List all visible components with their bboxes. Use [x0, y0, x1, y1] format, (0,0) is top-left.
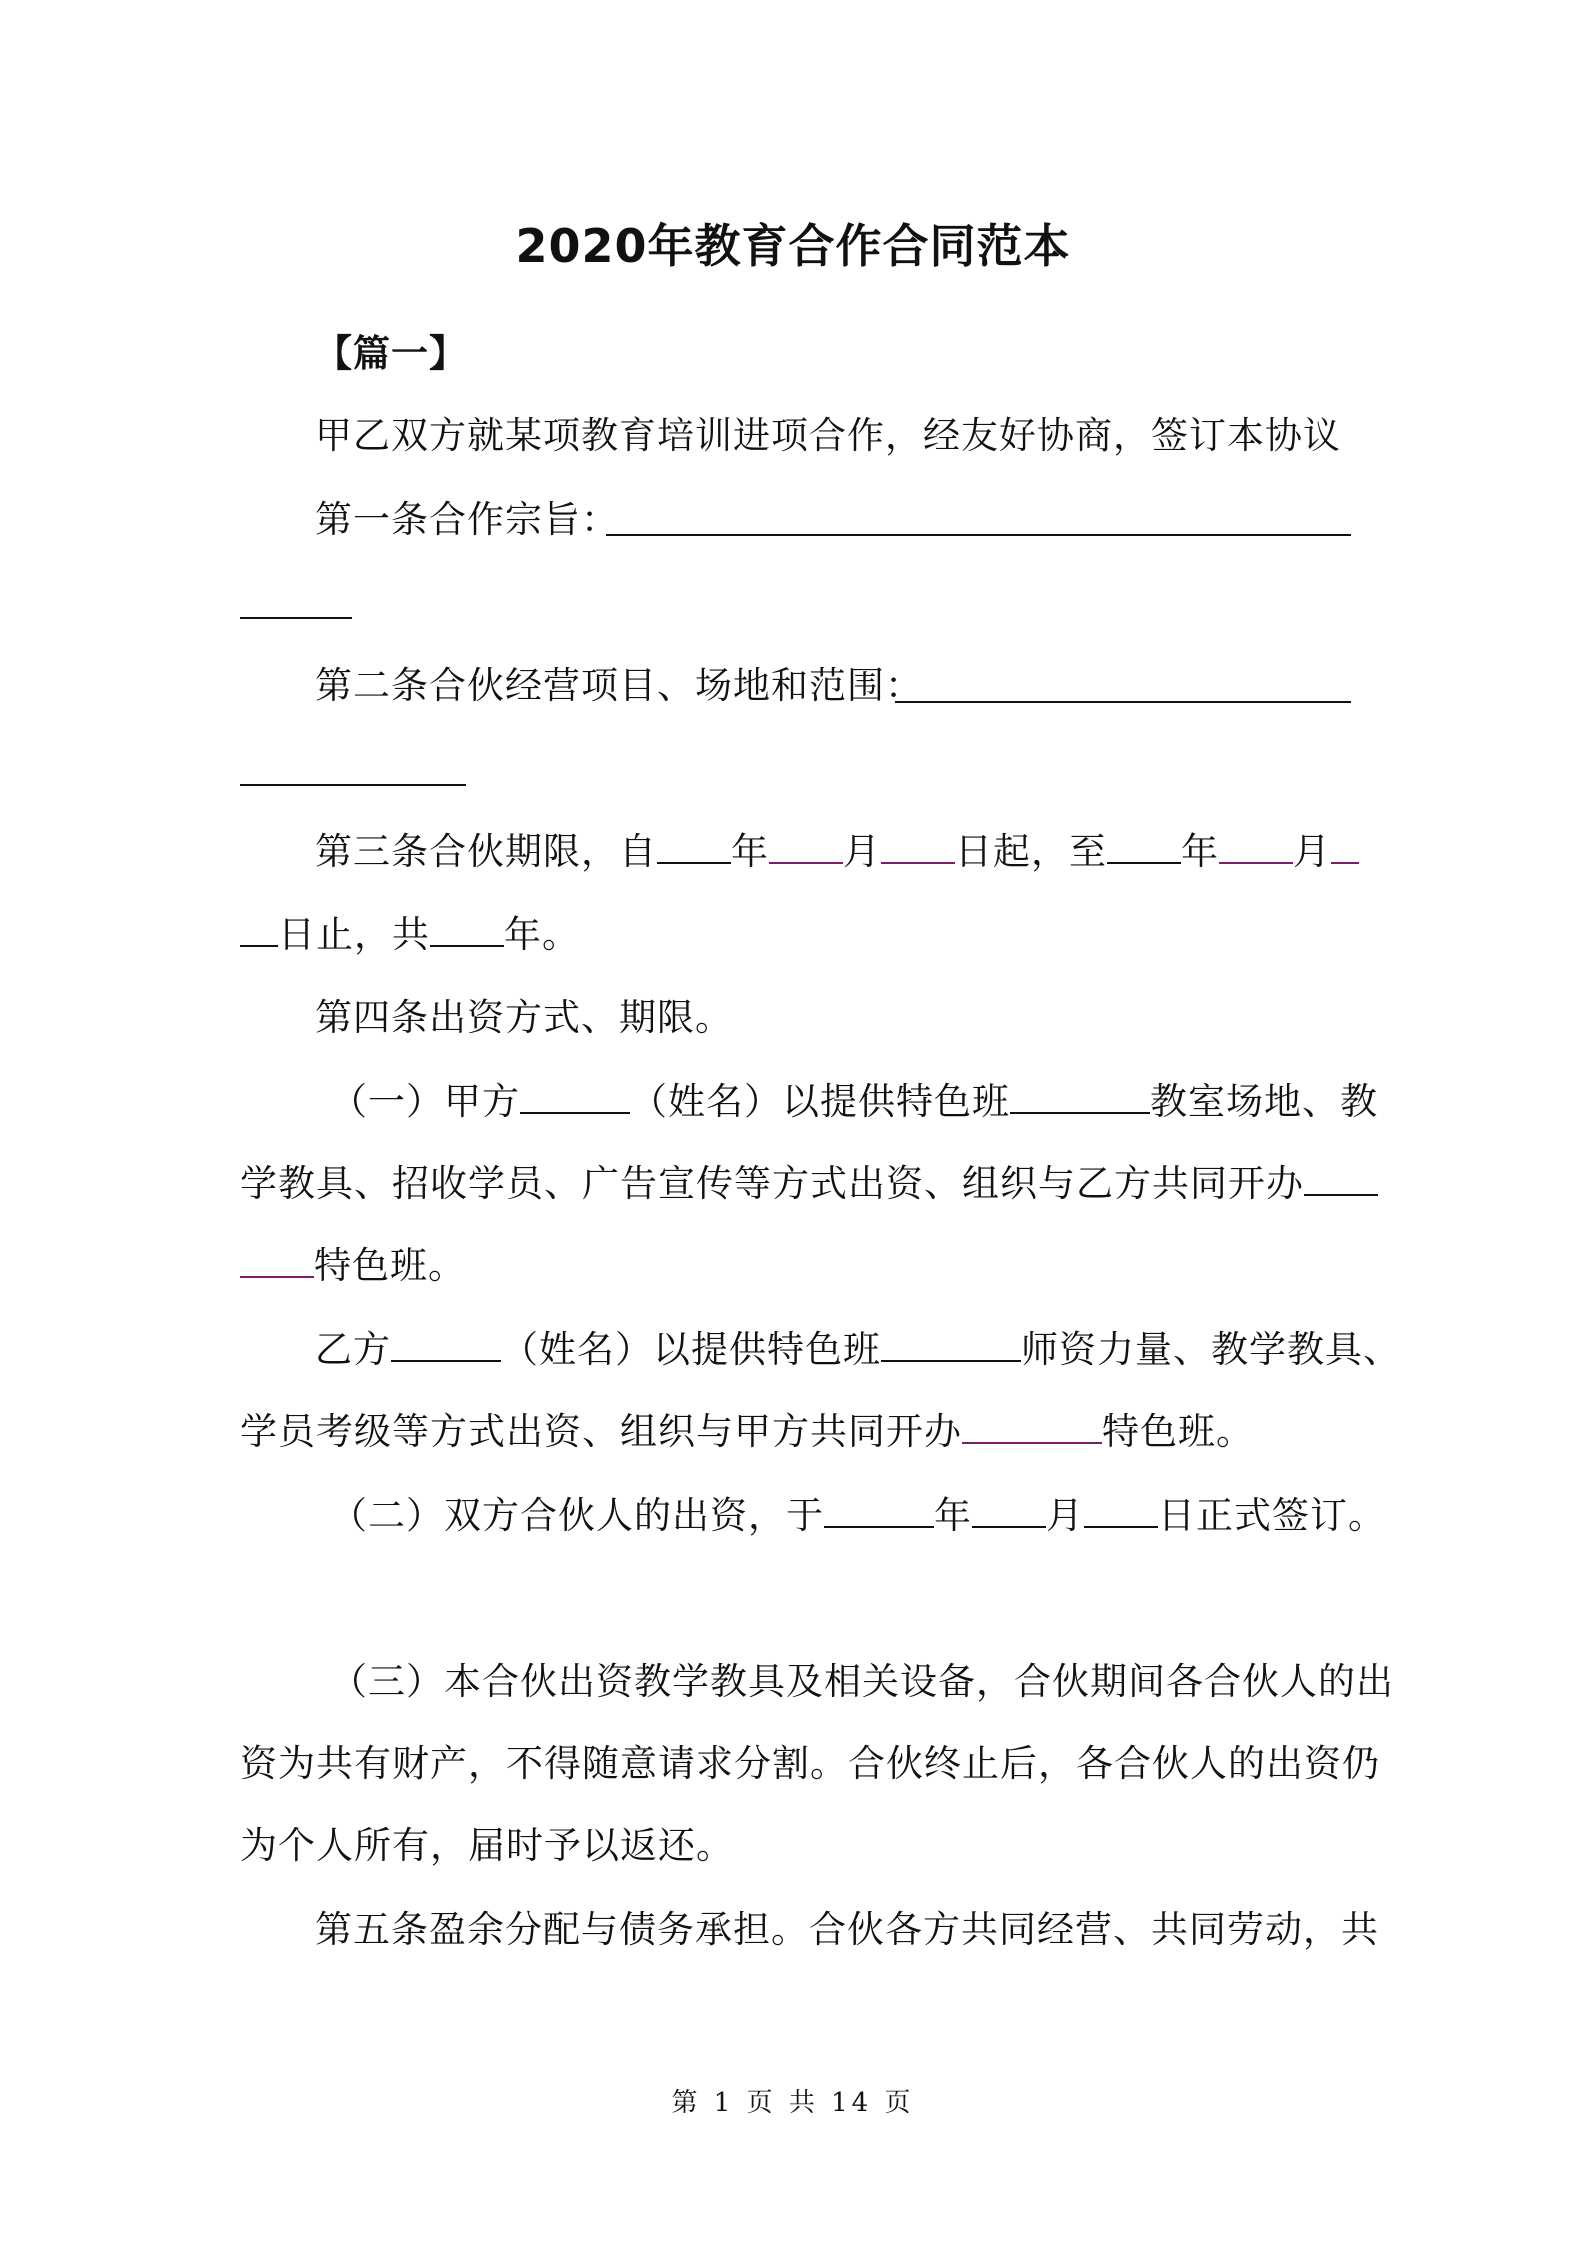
article-4-3-line-3: 为个人所有，届时予以返还。 [240, 1824, 734, 1867]
article-3-text-e: 年 [1181, 830, 1219, 873]
article-4-1b-line-1 [315, 1326, 1401, 1374]
day-blank [881, 861, 955, 864]
article-3-line-1 [315, 828, 1359, 876]
article-4-1b-line-2 [240, 1408, 1254, 1456]
article-4-3-line-2: 资为共有财产，不得随意请求分割。合伙终止后，各合伙人的出资仍 [240, 1742, 1380, 1785]
article-4-2-text-c: 月 [1046, 1494, 1084, 1537]
article-4-1b-text-b: （姓名）以提供特色班 [501, 1328, 881, 1371]
article-3-text-h: 年。 [504, 913, 580, 956]
article-3-line-2 [240, 911, 580, 959]
month-blank [972, 1525, 1046, 1528]
article-4-1-text-c: 教室场地、教 [1150, 1080, 1378, 1123]
day-blank [1084, 1525, 1158, 1528]
month-blank [1219, 861, 1293, 864]
article-1-blank-line-1 [606, 534, 1351, 536]
intro-paragraph: 甲乙双方就某项教育培训进项合作，经友好协商，签订本协议 [315, 414, 1341, 457]
month-blank [769, 861, 843, 864]
article-4-2-text-d: 日正式签订。 [1158, 1494, 1386, 1537]
article-4-1-line-3 [240, 1242, 466, 1290]
party-b-name-blank [391, 1359, 501, 1362]
article-4-1-text-e: 特色班。 [314, 1244, 466, 1287]
year-blank [657, 861, 731, 864]
article-3-text-a: 第三条合伙期限，自 [315, 830, 657, 873]
article-3-text-f: 月 [1293, 830, 1331, 873]
article-4-2-text-a: （二）双方合伙人的出资，于 [330, 1494, 824, 1537]
article-4-1b-text-d: 学员考级等方式出资、组织与甲方共同开办 [240, 1410, 962, 1453]
class-blank [1010, 1111, 1150, 1114]
day-blank-part [1331, 861, 1359, 864]
article-1-blank-line-2 [240, 617, 352, 619]
article-1-label: 第一条合作宗旨： [315, 498, 619, 541]
article-4-3-line-1: （三）本合伙出资教学教具及相关设备，合伙期间各合伙人的出 [330, 1660, 1394, 1703]
article-4-2-text-b: 年 [934, 1494, 972, 1537]
article-3-text-g: 日止，共 [278, 913, 430, 956]
article-4-1-text-a: （一）甲方 [330, 1080, 520, 1123]
article-4-1-line-1 [330, 1078, 1378, 1126]
party-a-name-blank [520, 1111, 630, 1114]
article-2-blank-line-2 [240, 784, 466, 786]
day-blank-part [240, 944, 278, 947]
article-5-line-1: 第五条盈余分配与债务承担。合伙各方共同经营、共同劳动，共 [315, 1908, 1379, 1951]
class-name-blank [962, 1441, 1102, 1444]
class-name-blank-part [240, 1275, 314, 1278]
article-3-text-b: 年 [731, 830, 769, 873]
article-4-1-text-b: （姓名）以提供特色班 [630, 1080, 1010, 1123]
year-blank [824, 1525, 934, 1528]
article-3-text-d: 日起，至 [955, 830, 1107, 873]
article-4-1b-text-c: 师资力量、教学教具、 [1021, 1328, 1401, 1371]
page-number-footer: 第 1 页 共 14 页 [671, 2088, 915, 2118]
article-2-label: 第二条合伙经营项目、场地和范围： [315, 664, 923, 707]
article-4-1b-text-e: 特色班。 [1102, 1410, 1254, 1453]
class-name-blank-part [1304, 1193, 1378, 1196]
article-4-1-line-2 [240, 1160, 1378, 1208]
article-2-blank-line-1 [895, 701, 1351, 703]
article-4-1-text-d: 学教具、招收学员、广告宣传等方式出资、组织与乙方共同开办 [240, 1162, 1304, 1205]
document-title: 2020年教育合作合同范本 [515, 219, 1071, 273]
article-4-1b-text-a: 乙方 [315, 1328, 391, 1371]
article-4-2-line [330, 1492, 1386, 1540]
section-heading: 【篇一】 [315, 332, 467, 375]
article-4-heading: 第四条出资方式、期限。 [315, 996, 733, 1039]
year-blank [1107, 861, 1181, 864]
class-blank [881, 1359, 1021, 1362]
term-years-blank [430, 944, 504, 947]
article-3-text-c: 月 [843, 830, 881, 873]
